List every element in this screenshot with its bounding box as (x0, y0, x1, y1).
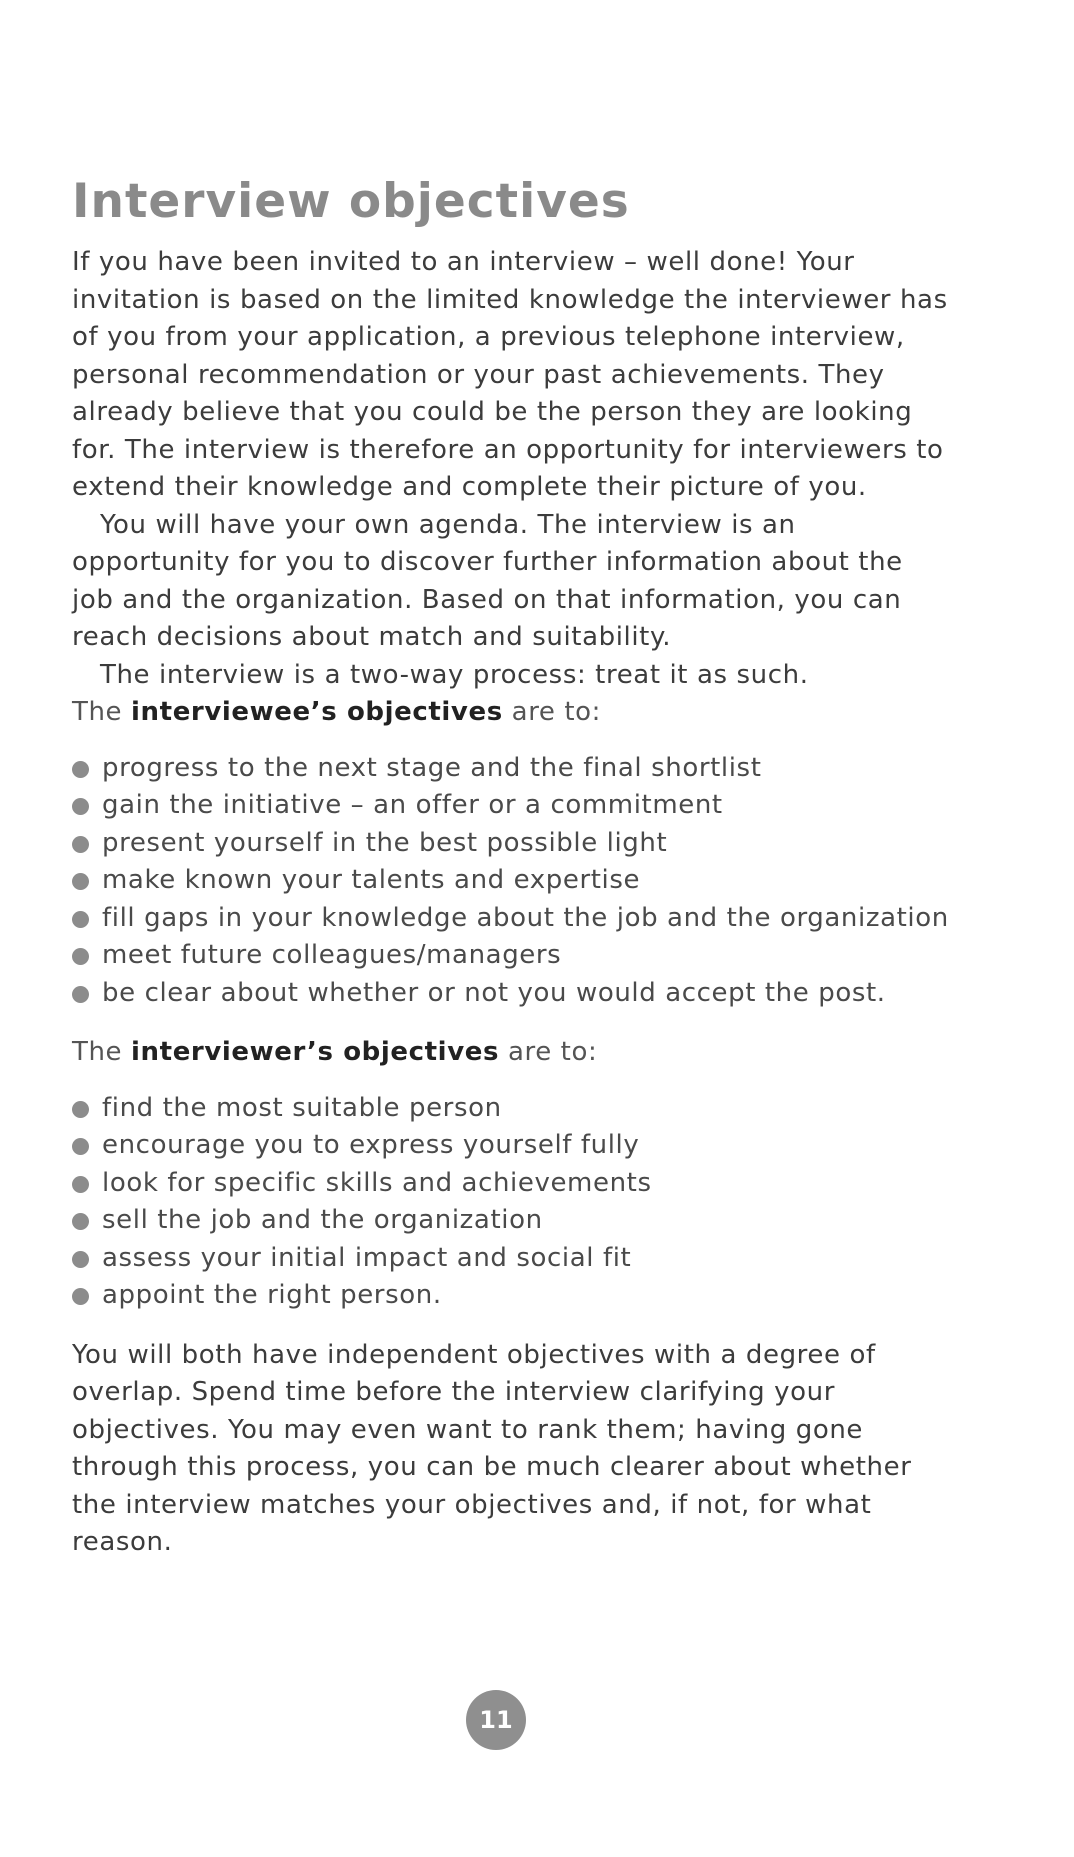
list-item-text: present yourself in the best possible light (102, 827, 668, 858)
bullet-icon (72, 1176, 89, 1193)
list-item (72, 975, 952, 1013)
interviewee-objectives-list (72, 750, 952, 1013)
interviewee-objectives-heading (72, 694, 952, 732)
list-item (72, 1202, 952, 1240)
interviewer-objectives-list (72, 1090, 952, 1315)
list-item-text: encourage you to express yourself fully (102, 1130, 640, 1160)
bullet-icon (72, 1288, 89, 1305)
page-content (72, 170, 952, 1562)
bullet-icon (72, 873, 89, 890)
list-item (72, 787, 952, 825)
bullet-icon (72, 1138, 89, 1155)
bullet-icon (72, 911, 89, 928)
bullet-icon (72, 948, 89, 965)
heading-suffix: are to: (507, 1037, 598, 1067)
heading-prefix: The (72, 697, 123, 727)
list-item-text: fill gaps in your knowledge about the job and the organization (102, 902, 949, 933)
list-item (72, 900, 952, 938)
list-item-text: be clear about whether or not you would accept the post. (102, 977, 886, 1008)
bullet-icon (72, 1251, 89, 1268)
page-title: Interview objectives (72, 174, 630, 229)
bullet-icon (72, 1213, 89, 1230)
bullet-icon (72, 836, 89, 853)
list-item (72, 1090, 952, 1128)
intro-paragraph-2: You will have your own agenda. The interview is an opportunity for you to discover further information about the job and the organization. Based on that information, you can reach decisions about match and suitability. (72, 509, 903, 652)
list-item (72, 937, 952, 975)
intro-paragraph-1: If you have been invited to an interview – well done! Your invitation is based on the limited knowledge the interviewer has of you from your application, a previous telephone interview, personal recommendation or your past achievements. They already believe that you could be the person they are looking for. The interview is therefore an opportunity for interviewers to extend their knowledge and complete their picture of you. (72, 247, 948, 502)
interviewer-objectives-heading (72, 1034, 952, 1072)
bullet-icon (72, 986, 89, 1003)
list-item-text: meet future colleagues/managers (102, 940, 562, 970)
bullet-icon (72, 798, 89, 815)
list-item-text: look for specific skills and achievements (102, 1167, 652, 1198)
list-item-text: progress to the next stage and the final shortlist (102, 752, 762, 783)
closing-paragraph: You will both have independent objectives with a degree of overlap. Spend time before the interview clarifying your objectives. You may even want to rank them; having gone through this process, you can be much clearer about whether the interview matches your objectives and, if not, for what reason. (72, 1339, 912, 1557)
list-item (72, 1240, 952, 1278)
heading-label: interviewee’s objectives (131, 697, 503, 727)
list-item (72, 825, 952, 863)
bullet-icon (72, 761, 89, 778)
list-item-text: appoint the right person. (102, 1280, 442, 1310)
heading-label: interviewer’s objectives (131, 1037, 500, 1067)
list-item-text: gain the initiative – an offer or a commitment (102, 790, 723, 820)
list-item (72, 1277, 952, 1315)
page-number: 11 (466, 1690, 526, 1750)
bullet-icon (72, 1101, 89, 1118)
list-item (72, 1165, 952, 1203)
list-item-text: make known your talents and expertise (102, 865, 641, 895)
list-item-text: find the most suitable person (102, 1092, 502, 1123)
intro-paragraph-3: The interview is a two-way process: treat it as such. (100, 659, 809, 690)
heading-prefix: The (72, 1037, 123, 1067)
list-item (72, 1127, 952, 1165)
list-item-text: assess your initial impact and social fit (102, 1242, 632, 1273)
list-item-text: sell the job and the organization (102, 1205, 543, 1235)
heading-suffix: are to: (511, 697, 602, 727)
list-item (72, 862, 952, 900)
list-item (72, 750, 952, 788)
